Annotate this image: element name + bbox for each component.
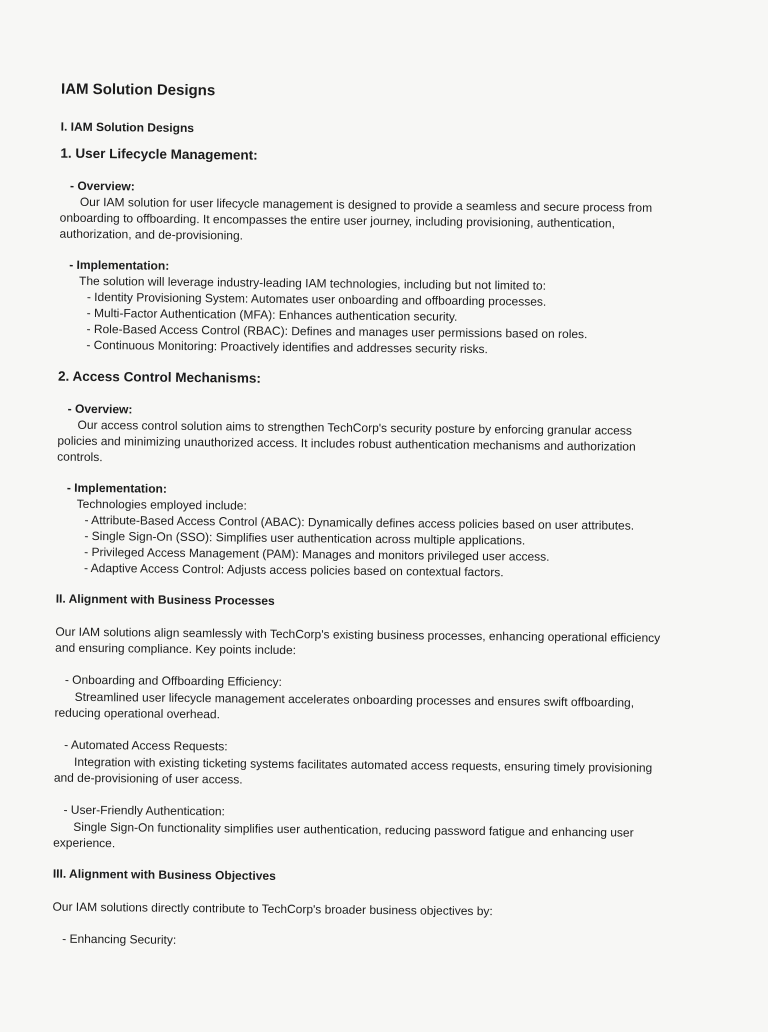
item-text: Streamlined user lifecycle management accelerates onboarding processes and ensures swift offboarding, reducing operational overhead. bbox=[54, 689, 635, 722]
list-item: - Single Sign-On (SSO): Simplifies user authentication across multiple applications. bbox=[84, 528, 526, 548]
list-item: - Multi-Factor Authentication (MFA): Enhances authentication security. bbox=[86, 305, 458, 324]
list-item: - Privileged Access Management (PAM): Manages and monitors privileged user access. bbox=[84, 544, 550, 564]
overview-text: Our IAM solution for user lifecycle management is designed to provide a seamless and secure process from onboarding to offboarding. It encompasses the entire user journey, including provisioning, authentication, authorization, and de-provisioning. bbox=[59, 194, 653, 243]
list-item: - Adaptive Access Control: Adjusts access policies based on contextual factors. bbox=[83, 560, 504, 580]
item-label: - Onboarding and Offboarding Efficiency: bbox=[64, 672, 282, 689]
item-text: Single Sign-On functionality simplifies user authentication, reducing password fatigue and enhancing user experience. bbox=[53, 819, 634, 851]
intro-text: Our IAM solutions directly contribute to TechCorp's broader business objectives by: bbox=[52, 899, 493, 919]
list-item: - Attribute-Based Access Control (ABAC): Dynamically defines access policies based on user attributes. bbox=[84, 512, 635, 533]
list-item: - Continuous Monitoring: Proactively identifies and addresses security risks. bbox=[86, 337, 488, 357]
document-title: IAM Solution Designs bbox=[60, 80, 216, 100]
section-2-intro bbox=[55, 624, 661, 662]
overview-text: Our access control solution aims to strengthen TechCorp's security posture by enforcing granular access policies and minimizing unauthorized access. It includes robust authentication mechanisms and authorization controls. bbox=[57, 417, 636, 465]
item-label: - Automated Access Requests: bbox=[64, 737, 228, 754]
section-3-title: III. Alignment with Business Objectives bbox=[52, 866, 276, 883]
implementation-intro: Technologies employed include: bbox=[76, 496, 247, 513]
implementation-label: - Implementation: bbox=[69, 257, 170, 273]
section-2-title: II. Alignment with Business Processes bbox=[55, 591, 275, 608]
subsection-2-title: 2. Access Control Mechanisms: bbox=[57, 368, 261, 386]
implementation-label: - Implementation: bbox=[66, 480, 167, 496]
section-2-item bbox=[54, 737, 660, 792]
implementation-intro: The solution will leverage industry-leading IAM technologies, including but not limited to: bbox=[78, 273, 547, 293]
section-1-title: I. IAM Solution Designs bbox=[60, 119, 195, 136]
overview-label: - Overview: bbox=[69, 178, 135, 194]
subsection-1-title: 1. User Lifecycle Management: bbox=[60, 145, 258, 163]
subsection-1-implementation bbox=[58, 258, 665, 359]
item-label: - User-Friendly Authentication: bbox=[63, 802, 225, 819]
intro-text: Our IAM solutions align seamlessly with TechCorp's existing business processes, enhancing operational efficiency and ensuring compliance. Key points include: bbox=[55, 624, 661, 658]
section-3-intro bbox=[52, 899, 658, 921]
item-label: - Enhancing Security: bbox=[62, 931, 177, 947]
subsection-2-implementation bbox=[56, 481, 663, 582]
item-text: Integration with existing ticketing systems facilitates automated access requests, ensuring timely provisioning and de-provisioning of user access. bbox=[53, 754, 653, 787]
list-item: - Identity Provisioning System: Automates user onboarding and offboarding processes. bbox=[86, 289, 547, 309]
subsection-1-overview bbox=[59, 179, 666, 248]
implementation-list bbox=[56, 512, 663, 582]
list-item: - Role-Based Access Control (RBAC): Defines and manages user permissions based on roles. bbox=[86, 321, 588, 342]
section-2-item bbox=[53, 802, 659, 857]
overview-label: - Overview: bbox=[67, 401, 133, 417]
implementation-list bbox=[58, 289, 665, 359]
section-2-item bbox=[54, 672, 660, 727]
subsection-2-overview bbox=[57, 402, 664, 471]
